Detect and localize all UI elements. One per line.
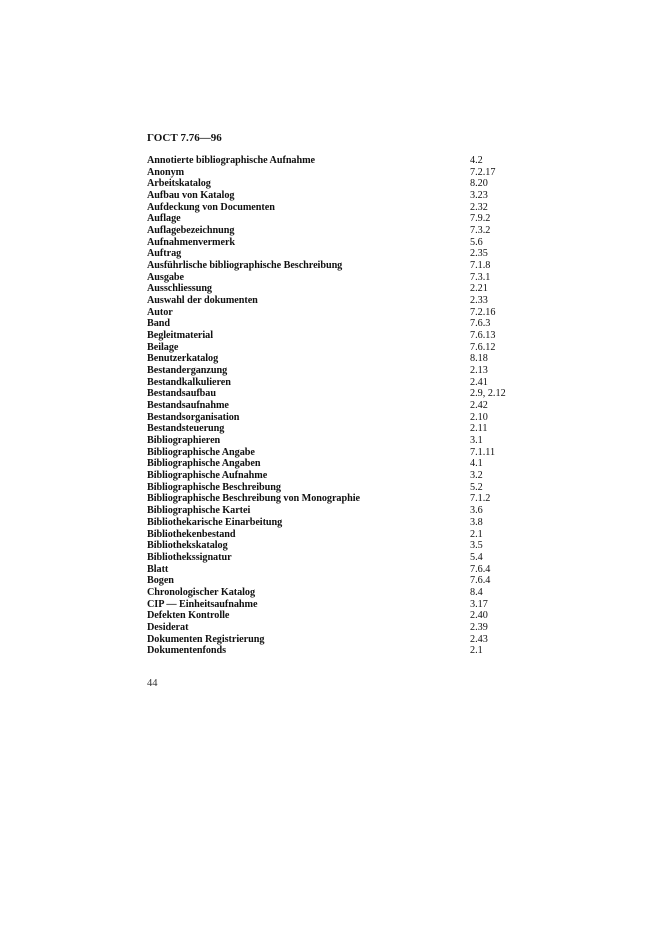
index-term: Dokumentenfonds [147, 645, 227, 657]
index-entry [147, 365, 527, 377]
index-term: Begleitmaterial [147, 330, 214, 342]
index-term: Bestandsaufbau [147, 388, 216, 400]
index-reference: 2.1 [470, 645, 483, 657]
index-reference: 4.2 [470, 155, 483, 166]
index-reference: 7.6.12 [470, 341, 496, 353]
index-term: Ausführlische bibliographische Beschreibung [147, 260, 343, 272]
index-entry [147, 599, 527, 611]
index-term: Bestandsteuerung [147, 423, 225, 435]
index-entry [147, 610, 527, 622]
index-entry [147, 412, 527, 424]
index-reference: 5.6 [470, 236, 483, 248]
index-reference: 3.1 [470, 435, 483, 447]
index-term: Bibliographische Beschreibung von Monographie [147, 493, 360, 505]
index-reference: 7.6.4 [470, 563, 491, 575]
index-term: Bestandsorganisation [147, 411, 240, 423]
index-entry [147, 634, 527, 646]
index-term: Dokumenten Registrierung [147, 633, 265, 645]
index-entry [147, 377, 527, 389]
index-entry [147, 458, 527, 470]
index-reference: 7.2.16 [470, 306, 496, 318]
index-term: Bestandsaufnahme [147, 400, 229, 412]
index-entry [147, 493, 527, 505]
index-entry [147, 225, 527, 237]
index-reference: 7.1.11 [470, 446, 496, 458]
index-reference: 2.40 [470, 610, 488, 622]
index-entry [147, 190, 527, 202]
index-entry [147, 202, 527, 214]
index-reference: 2.42 [470, 400, 488, 412]
index-entry [147, 342, 527, 354]
index-reference: 5.2 [470, 481, 483, 493]
index-reference: 7.6.13 [470, 330, 496, 342]
index-entry [147, 529, 527, 541]
index-entry [147, 482, 527, 494]
index-entry [147, 330, 527, 342]
index-reference: 3.5 [470, 540, 483, 552]
index-reference: 7.6.3 [470, 318, 491, 330]
index-reference: 7.6.4 [470, 575, 491, 587]
index-term: Desiderat [147, 621, 189, 633]
index-term: Bibliothekskatalog [147, 540, 228, 552]
index-term: Bogen [147, 575, 174, 587]
index-term: Bibliographische Kartei [147, 505, 251, 517]
index-term: Bestandkalkulieren [147, 376, 231, 388]
index-term: Aufdeckung von Documenten [147, 201, 275, 213]
index-reference: 7.9.2 [470, 213, 491, 225]
index-entry [147, 248, 527, 260]
index-reference: 5.4 [470, 551, 483, 563]
index-term: Anonym [147, 166, 185, 178]
index-reference: 8.4 [470, 586, 483, 598]
index-reference: 2.10 [470, 411, 488, 423]
index-reference: 2.13 [470, 365, 488, 377]
index-term: Bibliothekenbestand [147, 528, 236, 540]
index-reference: 2.33 [470, 295, 488, 307]
index-term: Bibliographische Aufnahme [147, 470, 268, 482]
index-reference: 2.39 [470, 621, 488, 633]
index-reference: 8.18 [470, 353, 488, 365]
index-entry [147, 318, 527, 330]
index-term: Autor [147, 306, 173, 318]
index-entry [147, 155, 527, 167]
index-term: Benutzerkatalog [147, 353, 219, 365]
index-term: Defekten Kontrolle [147, 610, 230, 622]
index-entry [147, 645, 527, 657]
index-term: Bestanderganzung [147, 365, 228, 377]
index-term: Auftrag [147, 248, 182, 260]
index-entry [147, 307, 527, 319]
index-reference: 2.43 [470, 633, 488, 645]
index-entry [147, 272, 527, 284]
index-term: Chronologischer Katalog [147, 586, 255, 598]
index-entry [147, 388, 527, 400]
index-term: Ausschliessung [147, 283, 212, 295]
index-term: Beilage [147, 341, 179, 353]
index-term: Auflage [147, 213, 181, 225]
index-entry [147, 575, 527, 587]
index-reference: 7.1.8 [470, 260, 491, 272]
index-term: Bibliothekarische Einarbeitung [147, 516, 283, 528]
index-list [147, 155, 527, 657]
page-number: 44 [147, 678, 158, 689]
index-entry [147, 260, 527, 272]
index-term: Aufbau von Katalog [147, 190, 235, 202]
index-term: Bibliothekssignatur [147, 551, 232, 563]
page-header: ГОСТ 7.76—96 [147, 132, 222, 144]
index-entry [147, 447, 527, 459]
index-reference: 3.23 [470, 190, 488, 202]
index-term: Ausgabe [147, 271, 185, 283]
index-term: Bibliographische Beschreibung [147, 481, 281, 493]
index-term: Band [147, 318, 171, 330]
index-term: Auflagebezeichnung [147, 225, 235, 237]
index-entry [147, 552, 527, 564]
index-reference: 8.20 [470, 178, 488, 190]
index-reference: 7.3.2 [470, 225, 491, 237]
index-term: Arbeitskatalog [147, 178, 211, 190]
index-reference: 2.32 [470, 201, 488, 213]
index-reference: 4.1 [470, 458, 483, 470]
index-entry [147, 587, 527, 599]
index-reference: 7.1.2 [470, 493, 491, 505]
index-entry [147, 564, 527, 576]
index-term: Bibliographieren [147, 435, 221, 447]
index-reference: 7.3.1 [470, 271, 491, 283]
index-entry [147, 167, 527, 179]
index-reference: 2.21 [470, 283, 488, 295]
index-term: Annotierte bibliographische Aufnahme [147, 155, 316, 166]
index-entry [147, 237, 527, 249]
index-entry [147, 213, 527, 225]
index-term: Bibliographische Angaben [147, 458, 261, 470]
index-entry [147, 400, 527, 412]
index-reference: 2.35 [470, 248, 488, 260]
index-reference: 2.41 [470, 376, 488, 388]
index-entry [147, 517, 527, 529]
index-entry [147, 178, 527, 190]
index-reference: 7.2.17 [470, 166, 496, 178]
index-reference: 3.2 [470, 470, 483, 482]
index-term: Bibliographische Angabe [147, 446, 255, 458]
index-reference: 2.9, 2.12 [470, 388, 506, 400]
index-entry [147, 622, 527, 634]
index-term: Auswahl der dokumenten [147, 295, 258, 307]
index-entry [147, 505, 527, 517]
index-entry [147, 283, 527, 295]
index-term: Blatt [147, 563, 169, 575]
index-entry [147, 423, 527, 435]
index-entry [147, 540, 527, 552]
index-entry [147, 295, 527, 307]
index-reference: 3.6 [470, 505, 483, 517]
index-reference: 2.11 [470, 423, 488, 435]
index-entry [147, 435, 527, 447]
index-entry [147, 470, 527, 482]
index-term: Aufnahmenvermerk [147, 236, 236, 248]
index-reference: 2.1 [470, 528, 483, 540]
index-entry [147, 353, 527, 365]
index-reference: 3.8 [470, 516, 483, 528]
index-reference: 3.17 [470, 598, 488, 610]
index-term: CIP — Einheitsaufnahme [147, 598, 258, 610]
